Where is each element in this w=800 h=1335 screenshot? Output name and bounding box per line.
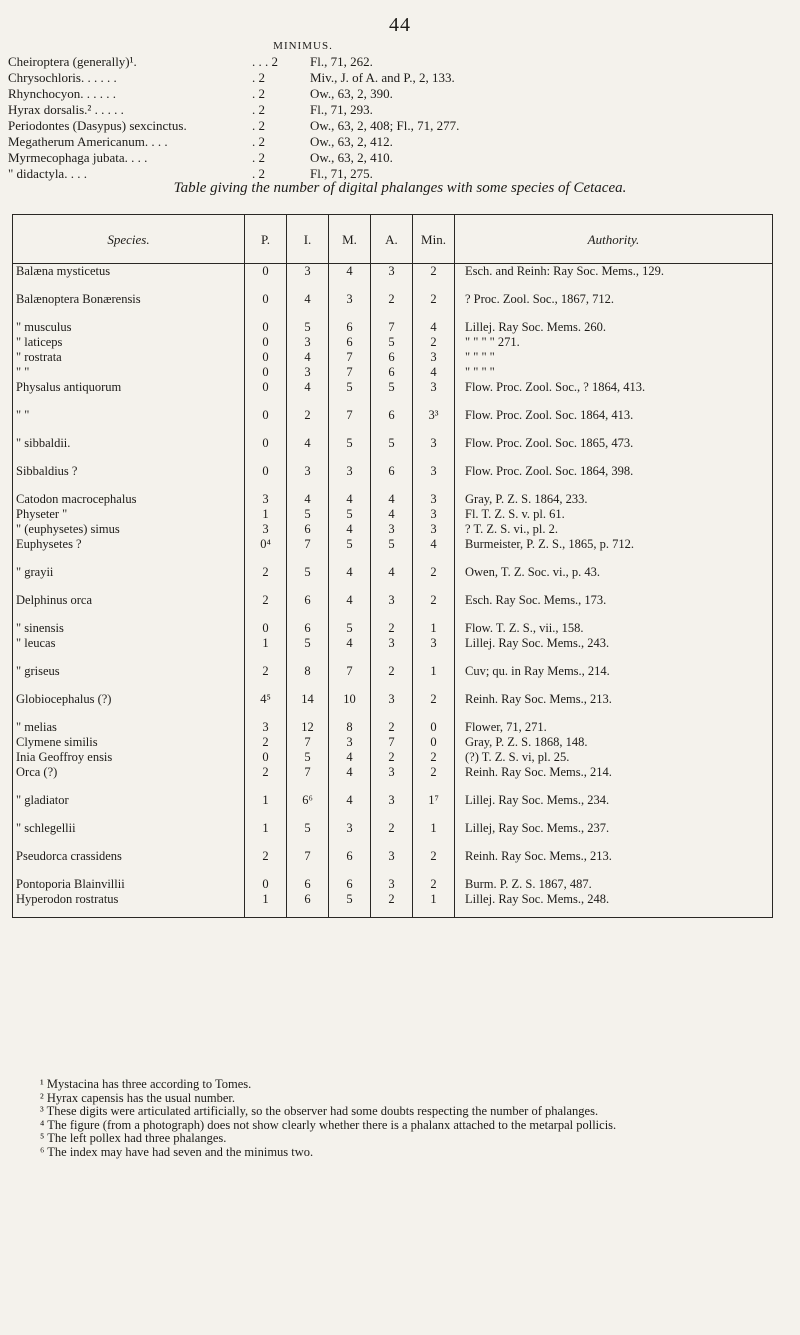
cell-m: 5 [329, 892, 371, 907]
top-species-list [8, 54, 768, 182]
cell-authority: Lillej. Ray Soc. Mems., 234. [455, 793, 773, 821]
table-row [13, 636, 773, 664]
cell-m: 5 [329, 507, 371, 522]
cell-i: 6 [287, 522, 329, 537]
cell-authority: Burm. P. Z. S. 1867, 487. [455, 877, 773, 892]
cell-m: 4 [329, 593, 371, 621]
cell-i: 5 [287, 750, 329, 765]
table-row [13, 720, 773, 735]
cell-p: 2 [245, 849, 287, 877]
cell-species: Clymene similis [13, 735, 245, 750]
top-species: Chrysochloris. . . . . . [8, 70, 117, 85]
cell-i: 6 [287, 892, 329, 907]
cell-i: 3 [287, 335, 329, 350]
cell-a: 3 [371, 877, 413, 892]
cell-species: " griseus [13, 664, 245, 692]
footnote: ⁴ The figure (from a photograph) does not show clearly whether there is a phalanx attached to the metarpal pollicis. [40, 1117, 617, 1132]
table-row [13, 335, 773, 350]
header-authority: Authority. [455, 215, 773, 264]
top-species: Periodontes (Dasypus) sexcinctus. [8, 118, 187, 133]
cell-a: 3 [371, 793, 413, 821]
cell-i: 3 [287, 264, 329, 293]
header-min: Min. [413, 215, 455, 264]
cell-authority: Flower, 71, 271. [455, 720, 773, 735]
cell-p: 4⁵ [245, 692, 287, 720]
cell-species: " melias [13, 720, 245, 735]
cell-a: 6 [371, 464, 413, 492]
cell-authority: " " " " [455, 365, 773, 380]
cell-i: 6 [287, 621, 329, 636]
cell-a: 2 [371, 621, 413, 636]
cell-i: 4 [287, 436, 329, 464]
cell-p: 3 [245, 492, 287, 507]
cell-species: " (euphysetes) simus [13, 522, 245, 537]
cell-a: 6 [371, 408, 413, 436]
cell-m: 4 [329, 765, 371, 793]
cell-a: 5 [371, 335, 413, 350]
cell-min: 2 [413, 292, 455, 320]
cell-m: 10 [329, 692, 371, 720]
top-minimus-value: . 2 [252, 118, 265, 133]
cell-authority: Fl. T. Z. S. v. pl. 61. [455, 507, 773, 522]
cell-species: Inia Geoffroy ensis [13, 750, 245, 765]
cell-a: 4 [371, 565, 413, 593]
cell-p: 2 [245, 735, 287, 750]
cell-a: 3 [371, 522, 413, 537]
cell-authority: Flow. Proc. Zool. Soc., ? 1864, 413. [455, 380, 773, 408]
table-row [13, 492, 773, 507]
cell-species: " leucas [13, 636, 245, 664]
cell-p: 0 [245, 436, 287, 464]
cell-min: 2 [413, 877, 455, 892]
cell-i: 5 [287, 636, 329, 664]
cell-species: Delphinus orca [13, 593, 245, 621]
cell-authority: Esch. and Reinh: Ray Soc. Mems., 129. [455, 264, 773, 293]
cell-min: 1 [413, 621, 455, 636]
cell-m: 4 [329, 492, 371, 507]
cell-authority: (?) T. Z. S. vi, pl. 25. [455, 750, 773, 765]
cell-p: 0 [245, 264, 287, 293]
cell-m: 3 [329, 464, 371, 492]
table-row [13, 692, 773, 720]
cell-p: 2 [245, 765, 287, 793]
top-authority: Ow., 63, 2, 410. [310, 150, 393, 165]
cell-i: 4 [287, 380, 329, 408]
cell-i: 14 [287, 692, 329, 720]
cell-min: 3 [413, 380, 455, 408]
cell-a: 3 [371, 692, 413, 720]
cell-m: 8 [329, 720, 371, 735]
cell-m: 6 [329, 877, 371, 892]
cell-species: Hyperodon rostratus [13, 892, 245, 907]
table-row [13, 750, 773, 765]
cell-species: Orca (?) [13, 765, 245, 793]
table-row [13, 849, 773, 877]
cell-m: 4 [329, 636, 371, 664]
cell-min: 2 [413, 264, 455, 293]
table-row [13, 380, 773, 408]
cell-m: 5 [329, 537, 371, 565]
cell-authority: Flow. Proc. Zool. Soc. 1864, 398. [455, 464, 773, 492]
cell-species: Sibbaldius ? [13, 464, 245, 492]
top-authority: Miv., J. of A. and P., 2, 133. [310, 70, 455, 85]
cell-m: 7 [329, 350, 371, 365]
cell-a: 2 [371, 821, 413, 849]
cell-authority: ? Proc. Zool. Soc., 1867, 712. [455, 292, 773, 320]
top-authority: Ow., 63, 2, 412. [310, 134, 393, 149]
table-bottom-cell [287, 907, 329, 918]
table-row [13, 793, 773, 821]
top-authority: Fl., 71, 293. [310, 102, 373, 117]
cell-i: 4 [287, 292, 329, 320]
table-row [13, 350, 773, 365]
cell-min: 1⁷ [413, 793, 455, 821]
top-minimus-value: . 2 [252, 166, 265, 181]
cell-min: 4 [413, 365, 455, 380]
cell-a: 3 [371, 264, 413, 293]
table-bottom-cell [13, 907, 245, 918]
cell-p: 2 [245, 565, 287, 593]
top-list-row [8, 118, 768, 134]
cell-authority: Gray, P. Z. S. 1868, 148. [455, 735, 773, 750]
cell-authority: Lillej, Ray Soc. Mems., 237. [455, 821, 773, 849]
cell-species: " laticeps [13, 335, 245, 350]
cell-p: 1 [245, 507, 287, 522]
cell-min: 3 [413, 350, 455, 365]
cell-i: 12 [287, 720, 329, 735]
cell-i: 4 [287, 492, 329, 507]
cell-i: 7 [287, 735, 329, 750]
cell-authority: Lillej. Ray Soc. Mems. 260. [455, 320, 773, 335]
top-authority: Fl., 71, 262. [310, 54, 373, 69]
table-row [13, 877, 773, 892]
cell-species: Physeter " [13, 507, 245, 522]
cell-m: 7 [329, 365, 371, 380]
cell-authority: Burmeister, P. Z. S., 1865, p. 712. [455, 537, 773, 565]
top-list-row [8, 54, 768, 70]
cell-m: 6 [329, 849, 371, 877]
top-minimus-value: . . . 2 [252, 54, 278, 69]
cell-p: 1 [245, 892, 287, 907]
cell-m: 6 [329, 320, 371, 335]
cell-p: 0 [245, 877, 287, 892]
cell-authority: Flow. T. Z. S., vii., 158. [455, 621, 773, 636]
cell-i: 5 [287, 821, 329, 849]
table-bottom-rule [13, 907, 773, 918]
cell-a: 3 [371, 849, 413, 877]
table-bottom-cell [329, 907, 371, 918]
top-list-row [8, 70, 768, 86]
cell-min: 3 [413, 522, 455, 537]
cell-p: 0 [245, 380, 287, 408]
cell-p: 2 [245, 664, 287, 692]
table-row [13, 537, 773, 565]
header-species: Species. [13, 215, 245, 264]
minimus-column-header: MINIMUS. [273, 40, 333, 52]
cell-min: 3 [413, 464, 455, 492]
header-a: A. [371, 215, 413, 264]
cell-min: 3 [413, 436, 455, 464]
cell-min: 3³ [413, 408, 455, 436]
cell-a: 4 [371, 492, 413, 507]
cell-min: 1 [413, 821, 455, 849]
cell-m: 5 [329, 436, 371, 464]
cell-a: 6 [371, 365, 413, 380]
cell-i: 5 [287, 507, 329, 522]
cell-species: Euphysetes ? [13, 537, 245, 565]
cell-a: 7 [371, 320, 413, 335]
cell-min: 3 [413, 507, 455, 522]
cell-a: 5 [371, 537, 413, 565]
table-row [13, 565, 773, 593]
cell-species: " " [13, 408, 245, 436]
table-caption: Table giving the number of digital phalanges with some species of Cetacea. [173, 180, 627, 196]
cell-a: 2 [371, 292, 413, 320]
cell-min: 1 [413, 892, 455, 907]
cell-a: 5 [371, 436, 413, 464]
table-row [13, 735, 773, 750]
cell-min: 2 [413, 849, 455, 877]
cell-a: 5 [371, 380, 413, 408]
cell-authority: Gray, P. Z. S. 1864, 233. [455, 492, 773, 507]
table-row [13, 320, 773, 335]
cell-p: 0⁴ [245, 537, 287, 565]
cell-species: " musculus [13, 320, 245, 335]
table-row [13, 621, 773, 636]
cell-species: Catodon macrocephalus [13, 492, 245, 507]
cell-p: 0 [245, 335, 287, 350]
header-p: P. [245, 215, 287, 264]
table-row [13, 821, 773, 849]
cell-species: Balænoptera Bonærensis [13, 292, 245, 320]
cell-i: 7 [287, 849, 329, 877]
cell-species: Pseudorca crassidens [13, 849, 245, 877]
cell-m: 6 [329, 335, 371, 350]
table-row [13, 365, 773, 380]
table-row [13, 765, 773, 793]
cell-m: 3 [329, 735, 371, 750]
cell-a: 3 [371, 593, 413, 621]
cell-p: 2 [245, 593, 287, 621]
top-minimus-value: . 2 [252, 150, 265, 165]
table-row [13, 264, 773, 293]
top-species: Hyrax dorsalis.² . . . . . [8, 102, 124, 117]
page-number: 44 [389, 14, 411, 36]
top-species: Myrmecophaga jubata. . . . [8, 150, 148, 165]
cell-species: " rostrata [13, 350, 245, 365]
cell-min: 1 [413, 664, 455, 692]
cell-authority: Flow. Proc. Zool. Soc. 1864, 413. [455, 408, 773, 436]
cell-a: 2 [371, 720, 413, 735]
cell-min: 2 [413, 593, 455, 621]
cell-p: 0 [245, 320, 287, 335]
cell-species: Balæna mysticetus [13, 264, 245, 293]
cell-m: 4 [329, 750, 371, 765]
top-species: Cheiroptera (generally)¹. [8, 54, 137, 69]
cell-p: 0 [245, 350, 287, 365]
cell-p: 0 [245, 750, 287, 765]
cell-species: " grayii [13, 565, 245, 593]
cell-min: 3 [413, 636, 455, 664]
cell-min: 2 [413, 335, 455, 350]
cell-a: 6 [371, 350, 413, 365]
cell-i: 5 [287, 565, 329, 593]
cell-i: 3 [287, 365, 329, 380]
cell-p: 0 [245, 365, 287, 380]
cell-p: 0 [245, 621, 287, 636]
cell-m: 7 [329, 664, 371, 692]
cell-m: 7 [329, 408, 371, 436]
top-list-row [8, 86, 768, 102]
cell-i: 6 [287, 593, 329, 621]
cell-i: 4 [287, 350, 329, 365]
cell-a: 2 [371, 750, 413, 765]
footnote: ¹ Mystacina has three according to Tomes. [40, 1077, 252, 1091]
table-bottom-cell [413, 907, 455, 918]
table-row [13, 593, 773, 621]
cell-i: 5 [287, 320, 329, 335]
cell-p: 0 [245, 408, 287, 436]
table-row [13, 892, 773, 907]
cell-m: 4 [329, 565, 371, 593]
cell-min: 2 [413, 765, 455, 793]
cell-p: 0 [245, 464, 287, 492]
cell-i: 7 [287, 537, 329, 565]
cell-min: 4 [413, 320, 455, 335]
cell-a: 2 [371, 892, 413, 907]
cell-authority: Flow. Proc. Zool. Soc. 1865, 473. [455, 436, 773, 464]
cell-p: 3 [245, 720, 287, 735]
footnote: ² Hyrax capensis has the usual number. [40, 1090, 236, 1105]
cell-m: 4 [329, 264, 371, 293]
cell-authority: Lillej. Ray Soc. Mems., 243. [455, 636, 773, 664]
top-minimus-value: . 2 [252, 134, 265, 149]
cell-p: 1 [245, 793, 287, 821]
cell-authority: " " " " [455, 350, 773, 365]
top-list-row [8, 102, 768, 118]
cell-m: 5 [329, 380, 371, 408]
top-minimus-value: . 2 [252, 86, 265, 101]
cell-i: 2 [287, 408, 329, 436]
top-authority: Ow., 63, 2, 408; Fl., 71, 277. [310, 118, 460, 133]
table-bottom-cell [455, 907, 773, 918]
cell-min: 4 [413, 537, 455, 565]
table-row [13, 436, 773, 464]
table-bottom-cell [245, 907, 287, 918]
cell-min: 2 [413, 750, 455, 765]
table-row [13, 507, 773, 522]
cell-m: 3 [329, 292, 371, 320]
cell-authority: Owen, T. Z. Soc. vi., p. 43. [455, 565, 773, 593]
cell-authority: Lillej. Ray Soc. Mems., 248. [455, 892, 773, 907]
cell-authority: Cuv; qu. in Ray Mems., 214. [455, 664, 773, 692]
table-row [13, 292, 773, 320]
top-list-row [8, 134, 768, 150]
top-authority: Ow., 63, 2, 390. [310, 86, 393, 101]
cell-species: Globiocephalus (?) [13, 692, 245, 720]
cell-a: 7 [371, 735, 413, 750]
footnote: ⁶ The index may have had seven and the minimus two. [40, 1144, 314, 1159]
footnote: ³ These digits were articulated artificially, so the observer had some doubts respecting the number of phalanges. [40, 1104, 599, 1118]
cell-species: Physalus antiquorum [13, 380, 245, 408]
cell-species: " schlegellii [13, 821, 245, 849]
table-row [13, 408, 773, 436]
cell-min: 2 [413, 565, 455, 593]
cell-authority: Reinh. Ray Soc. Mems., 214. [455, 765, 773, 793]
cell-p: 1 [245, 636, 287, 664]
table-bottom-cell [371, 907, 413, 918]
cell-species: " sinensis [13, 621, 245, 636]
cell-p: 1 [245, 821, 287, 849]
top-minimus-value: . 2 [252, 70, 265, 85]
cell-a: 2 [371, 664, 413, 692]
header-m: M. [329, 215, 371, 264]
cell-authority: Reinh. Ray Soc. Mems., 213. [455, 849, 773, 877]
cell-i: 6⁶ [287, 793, 329, 821]
cell-authority: Esch. Ray Soc. Mems., 173. [455, 593, 773, 621]
cell-species: " sibbaldii. [13, 436, 245, 464]
cell-m: 4 [329, 793, 371, 821]
cell-min: 2 [413, 692, 455, 720]
cell-i: 6 [287, 877, 329, 892]
cell-m: 4 [329, 522, 371, 537]
cell-i: 3 [287, 464, 329, 492]
cell-species: Pontoporia Blainvillii [13, 877, 245, 892]
cell-m: 3 [329, 821, 371, 849]
cell-species: " gladiator [13, 793, 245, 821]
table-row [13, 464, 773, 492]
top-species: Megatherum Americanum. . . . [8, 134, 168, 149]
cell-min: 3 [413, 492, 455, 507]
cell-i: 8 [287, 664, 329, 692]
cell-m: 5 [329, 621, 371, 636]
cell-authority: Reinh. Ray Soc. Mems., 213. [455, 692, 773, 720]
cell-min: 0 [413, 735, 455, 750]
table-row [13, 522, 773, 537]
top-species: Rhynchocyon. . . . . . [8, 86, 116, 101]
cell-min: 0 [413, 720, 455, 735]
cell-i: 7 [287, 765, 329, 793]
phalanges-table-wrapper [12, 214, 772, 1064]
top-minimus-value: . 2 [252, 102, 265, 117]
table-header-row [13, 215, 773, 264]
top-authority: Fl., 71, 275. [310, 166, 373, 181]
top-species: " didactyla. . . . [8, 166, 87, 181]
cell-p: 0 [245, 292, 287, 320]
cell-authority: " " " " 271. [455, 335, 773, 350]
top-list-row [8, 150, 768, 166]
phalanges-table [12, 214, 773, 918]
cell-a: 4 [371, 507, 413, 522]
header-i: I. [287, 215, 329, 264]
cell-authority: ? T. Z. S. vi., pl. 2. [455, 522, 773, 537]
table-row [13, 664, 773, 692]
cell-species: " " [13, 365, 245, 380]
footnotes [40, 1078, 780, 1159]
footnote: ⁵ The left pollex had three phalanges. [40, 1131, 227, 1145]
cell-a: 3 [371, 765, 413, 793]
cell-p: 3 [245, 522, 287, 537]
cell-a: 3 [371, 636, 413, 664]
